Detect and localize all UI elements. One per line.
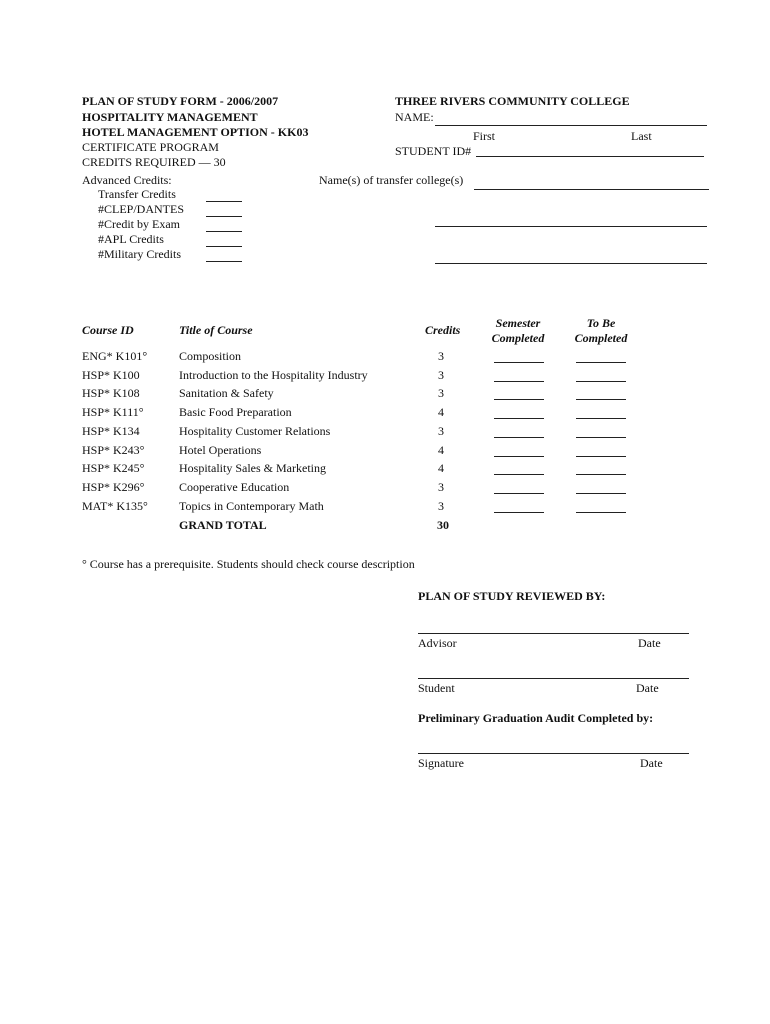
advanced-credits-label: Advanced Credits:	[82, 173, 172, 187]
course-title: Introduction to the Hospitality Industry	[179, 368, 368, 382]
last-name-caption: Last	[631, 129, 652, 143]
course-title: Basic Food Preparation	[179, 405, 292, 419]
clep-dantes-blank[interactable]	[206, 216, 242, 217]
signature-date-label: Date	[640, 756, 663, 770]
course-id: HSP* K134	[82, 424, 140, 438]
table-row	[0, 406, 770, 422]
header-semester-line1: Semester	[495, 316, 541, 330]
college-name: THREE RIVERS COMMUNITY COLLEGE	[395, 94, 630, 108]
course-title: Hospitality Customer Relations	[179, 424, 331, 438]
course-id: HSP* K108	[82, 386, 140, 400]
semester-completed-blank[interactable]	[494, 512, 544, 513]
course-title: Topics in Contemporary Math	[179, 499, 324, 513]
course-credits: 4	[438, 443, 444, 457]
course-id: HSP* K296°	[82, 480, 145, 494]
audit-title: Preliminary Graduation Audit Completed by:	[418, 711, 654, 725]
transfer-colleges-label: Name(s) of transfer college(s)	[319, 173, 464, 187]
header-tobe-line2: Completed	[574, 331, 628, 345]
course-id: ENG* K101°	[82, 349, 148, 363]
table-row	[0, 500, 770, 516]
table-row	[0, 369, 770, 385]
grand-total-label: GRAND TOTAL	[179, 518, 267, 532]
audit-signature-line[interactable]	[418, 753, 689, 754]
table-row	[0, 387, 770, 403]
certificate-label: CERTIFICATE PROGRAM	[82, 140, 219, 154]
table-row	[0, 481, 770, 497]
semester-completed-blank[interactable]	[494, 437, 544, 438]
course-credits: 4	[438, 405, 444, 419]
table-row	[0, 444, 770, 460]
course-id: HSP* K111°	[82, 405, 144, 419]
program-name: HOSPITALITY MANAGEMENT	[82, 110, 258, 124]
header-semester-line2: Completed	[491, 331, 545, 345]
semester-completed-blank[interactable]	[494, 399, 544, 400]
to-be-completed-blank[interactable]	[576, 512, 626, 513]
table-row	[0, 350, 770, 366]
military-credits-blank[interactable]	[206, 261, 242, 262]
course-credits: 4	[438, 461, 444, 475]
semester-completed-blank[interactable]	[494, 418, 544, 419]
signature-label: Signature	[418, 756, 464, 770]
semester-completed-blank[interactable]	[494, 381, 544, 382]
form-title: PLAN OF STUDY FORM - 2006/2007	[82, 94, 279, 108]
transfer-credits-label: Transfer Credits	[98, 187, 176, 201]
name-label: NAME:	[395, 110, 434, 124]
header-course-id: Course ID	[82, 323, 134, 337]
course-credits: 3	[438, 368, 444, 382]
credit-by-exam-label: #Credit by Exam	[98, 217, 180, 231]
first-name-caption: First	[473, 129, 496, 143]
course-id: HSP* K245°	[82, 461, 145, 475]
grand-total-value: 30	[437, 518, 449, 532]
header-tobe-line1: To Be	[586, 316, 616, 330]
credit-by-exam-blank[interactable]	[206, 231, 242, 232]
course-title: Cooperative Education	[179, 480, 290, 494]
to-be-completed-blank[interactable]	[576, 418, 626, 419]
semester-completed-blank[interactable]	[494, 493, 544, 494]
transfer-college-line-2[interactable]	[435, 226, 707, 227]
course-credits: 3	[438, 480, 444, 494]
semester-completed-blank[interactable]	[494, 362, 544, 363]
course-title: Sanitation & Safety	[179, 386, 274, 400]
clep-dantes-label: #CLEP/DANTES	[98, 202, 185, 216]
course-title: Hospitality Sales & Marketing	[179, 461, 326, 475]
transfer-college-line-1[interactable]	[474, 189, 709, 190]
student-date-label: Date	[636, 681, 659, 695]
semester-completed-blank[interactable]	[494, 474, 544, 475]
course-credits: 3	[438, 349, 444, 363]
course-title: Composition	[179, 349, 242, 363]
transfer-college-line-3[interactable]	[435, 263, 707, 264]
to-be-completed-blank[interactable]	[576, 399, 626, 400]
prerequisite-footnote: ° Course has a prerequisite. Students should check course description	[82, 557, 415, 571]
course-id: HSP* K100	[82, 368, 140, 382]
program-option: HOTEL MANAGEMENT OPTION - KK03	[82, 125, 309, 139]
table-row	[0, 462, 770, 478]
advisor-signature-line[interactable]	[418, 633, 689, 634]
review-title: PLAN OF STUDY REVIEWED BY:	[418, 589, 606, 603]
to-be-completed-blank[interactable]	[576, 362, 626, 363]
advisor-date-label: Date	[638, 636, 661, 650]
student-id-label: STUDENT ID#	[395, 144, 472, 158]
course-credits: 3	[438, 386, 444, 400]
military-credits-label: #Military Credits	[98, 247, 181, 261]
to-be-completed-blank[interactable]	[576, 474, 626, 475]
course-credits: 3	[438, 499, 444, 513]
header-credits: Credits	[425, 323, 461, 337]
semester-completed-blank[interactable]	[494, 456, 544, 457]
credits-required: CREDITS REQUIRED — 30	[82, 155, 226, 169]
name-field-line[interactable]	[435, 125, 707, 126]
header-course-title: Title of Course	[179, 323, 253, 337]
transfer-credits-blank[interactable]	[206, 201, 242, 202]
to-be-completed-blank[interactable]	[576, 456, 626, 457]
table-row	[0, 425, 770, 441]
advisor-label: Advisor	[418, 636, 457, 650]
student-signature-line[interactable]	[418, 678, 689, 679]
course-id: HSP* K243°	[82, 443, 145, 457]
student-id-field-line[interactable]	[476, 156, 704, 157]
to-be-completed-blank[interactable]	[576, 381, 626, 382]
course-title: Hotel Operations	[179, 443, 262, 457]
course-credits: 3	[438, 424, 444, 438]
apl-credits-label: #APL Credits	[98, 232, 164, 246]
student-label: Student	[418, 681, 455, 695]
to-be-completed-blank[interactable]	[576, 437, 626, 438]
to-be-completed-blank[interactable]	[576, 493, 626, 494]
course-id: MAT* K135°	[82, 499, 148, 513]
apl-credits-blank[interactable]	[206, 246, 242, 247]
